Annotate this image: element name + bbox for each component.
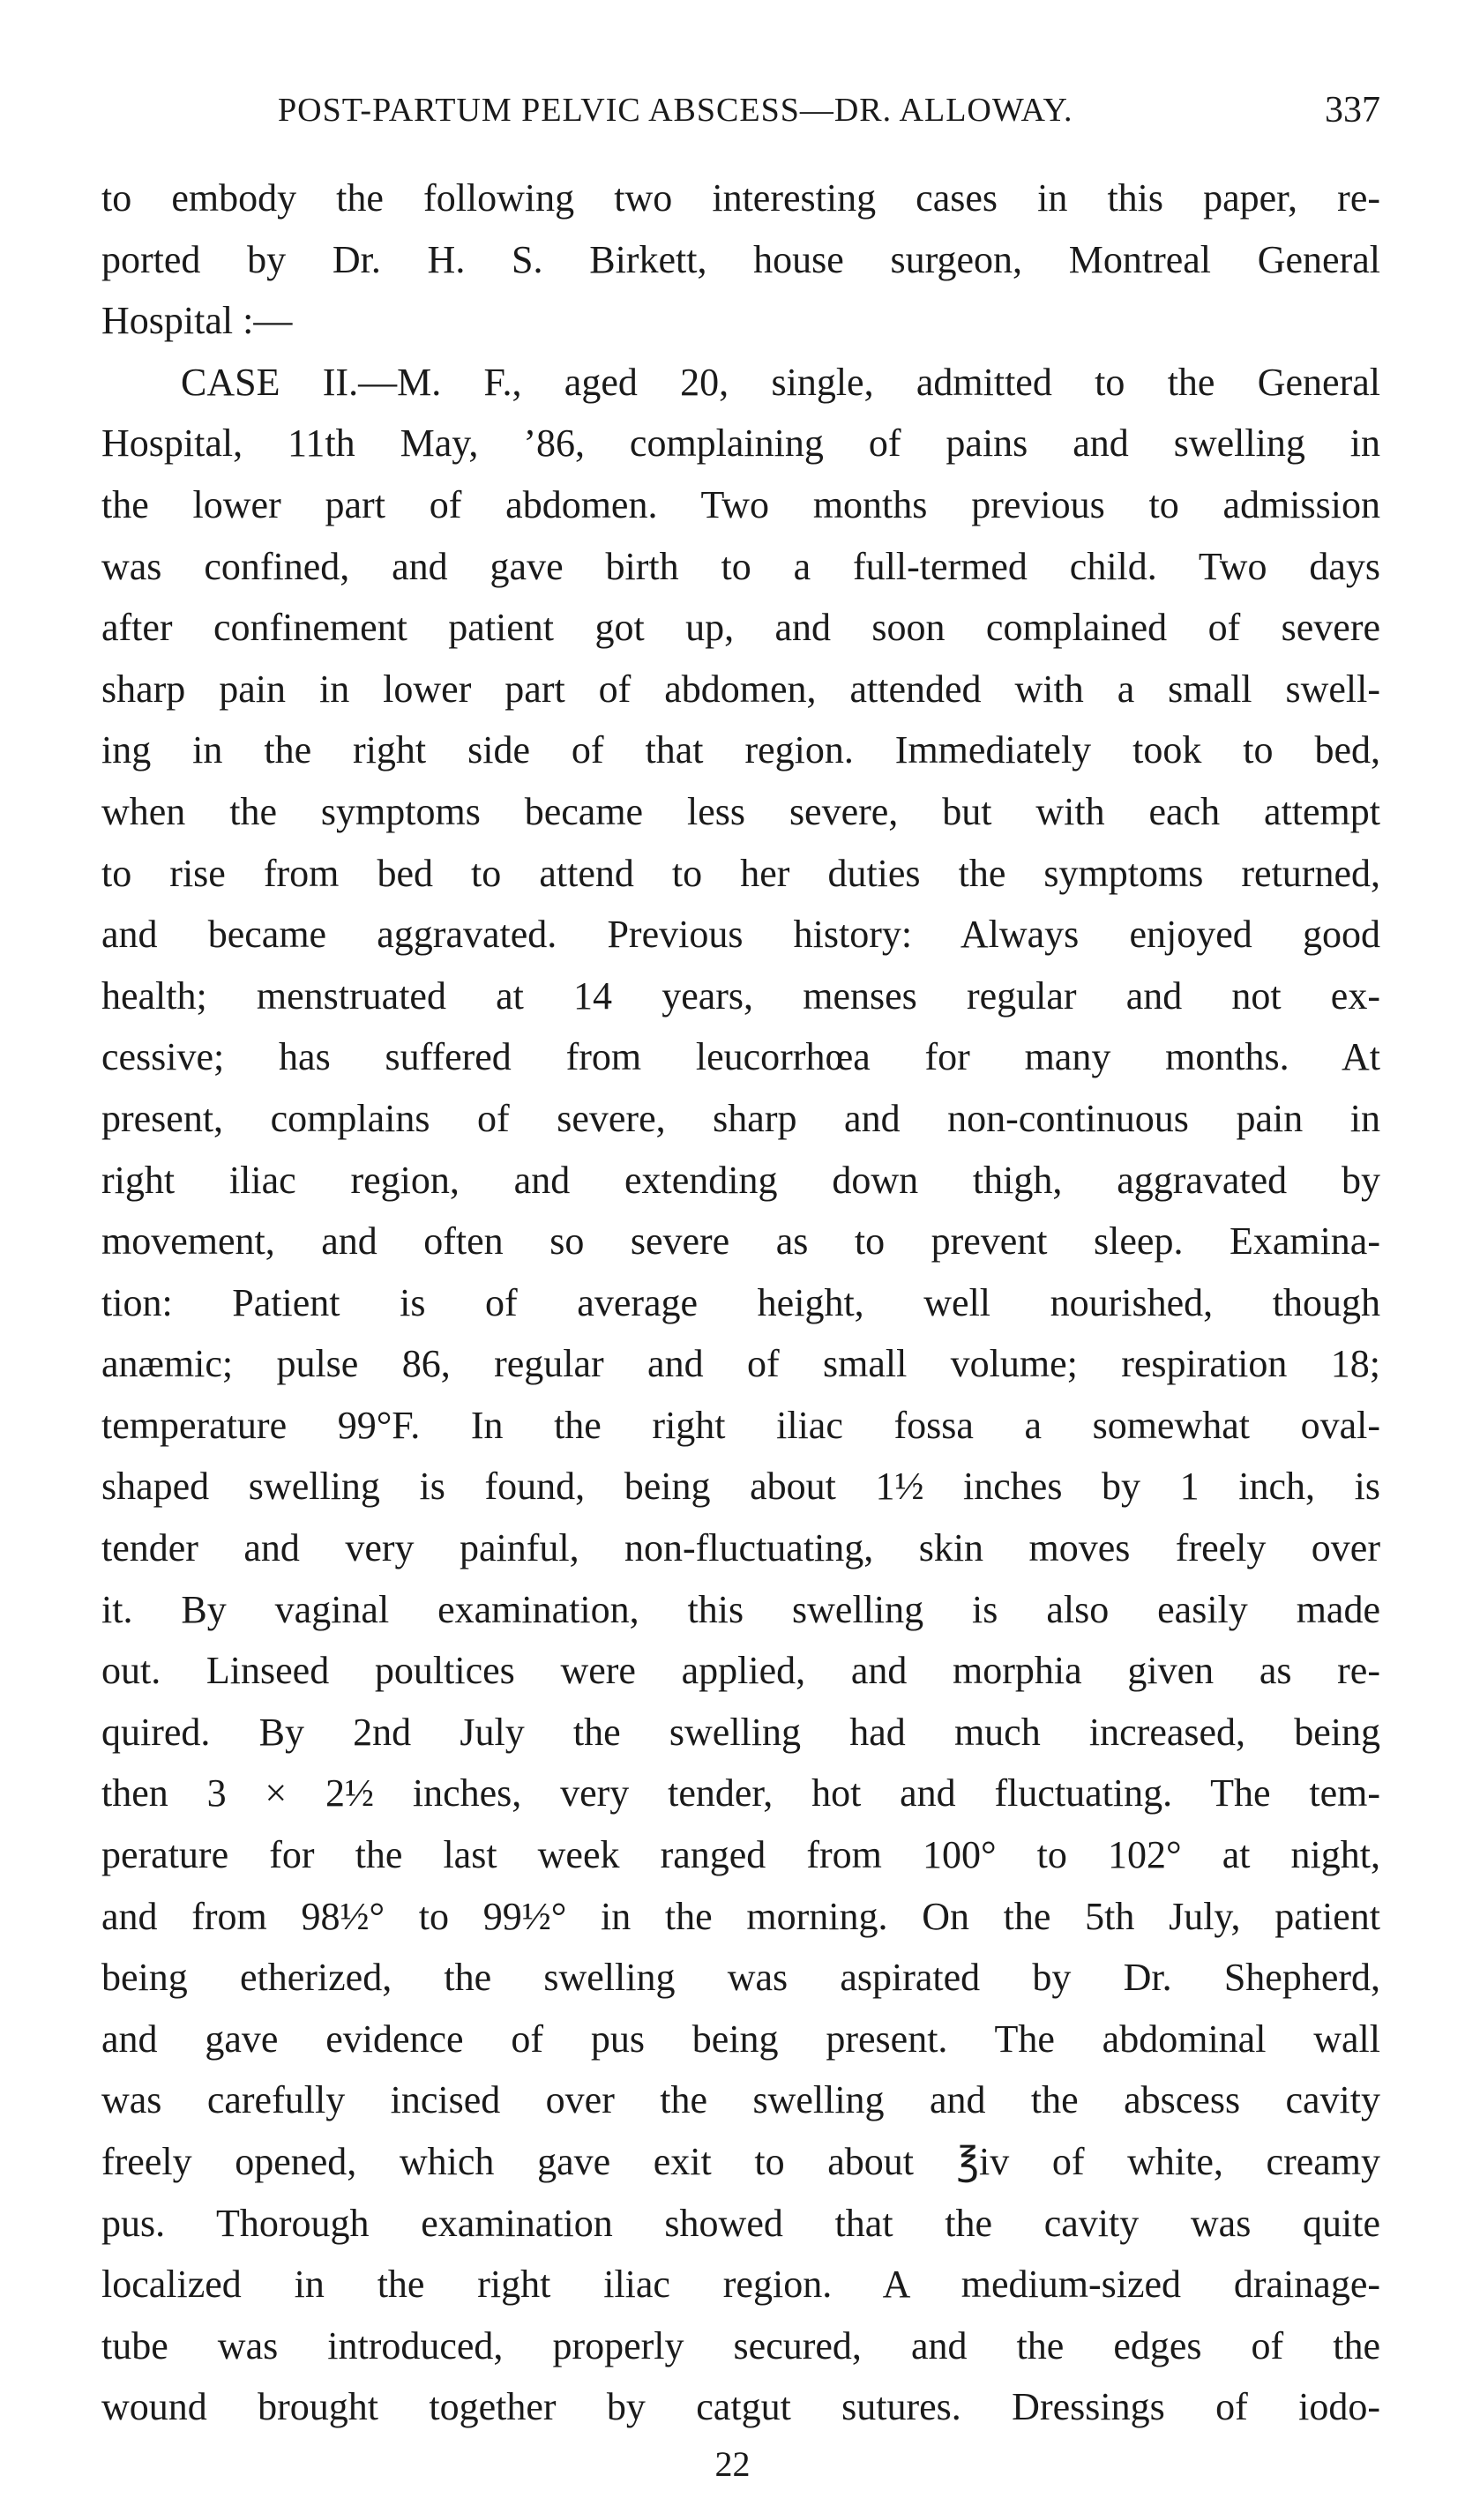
text-line: to rise from bed to attend to her duties the symptoms returned, [101,851,1380,895]
running-title: POST-PARTUM PELVIC ABSCESS—DR. ALLOWAY. [278,92,1073,129]
text-line: localized in the right iliac region. A medium-sized drainage- [101,2263,1380,2307]
text-line: shaped swelling is found, being about 1½ inches by 1 inch, is [101,1465,1380,1509]
text-line: movement, and often so severe as to prevent sleep. Examina- [101,1219,1380,1264]
text-line: Hospital :— [101,299,293,343]
text-line: cessive; has suffered from leucorrhœa for many months. At [101,1035,1380,1079]
body-text [101,168,1380,2438]
running-head [101,84,1380,137]
text-line: and gave evidence of pus being present. The abdominal wall [101,2017,1380,2061]
text-line: perature for the last week ranged from 100° to 102° at night, [101,1833,1380,1877]
text-line: then 3 × 2½ inches, very tender, hot and fluctuating. The tem- [101,1771,1380,1815]
text-line: temperature 99°F. In the right iliac fossa a somewhat oval- [101,1403,1380,1447]
text-line: present, complains of severe, sharp and non-continuous pain in [101,1096,1380,1140]
text-line: tender and very painful, non-fluctuating, skin moves freely over [101,1526,1380,1570]
text-line: ing in the right side of that region. Immediately took to bed, [101,728,1380,772]
text-line: right iliac region, and extending down thigh, aggravated by [101,1158,1380,1202]
text-line: was confined, and gave birth to a full-termed child. Two days [101,544,1380,588]
text-line: wound brought together by catgut sutures. Dressings of iodo- [101,2385,1380,2429]
signature-mark: 22 [714,2444,751,2484]
text-line: quired. By 2nd July the swelling had much increased, being [101,1710,1380,1754]
text-line: and from 98½° to 99½° in the morning. On the 5th July, patient [101,1894,1380,1938]
text-line: out. Linseed poultices were applied, and morphia given as re- [101,1649,1380,1693]
text-line: it. By vaginal examination, this swelling is also easily made [101,1587,1380,1631]
text-line: when the symptoms became less severe, but with each attempt [101,789,1380,833]
text-line: tube was introduced, properly secured, and the edges of the [101,2323,1380,2367]
text-line: being etherized, the swelling was aspirated by Dr. Shepherd, [101,1956,1380,2000]
text-line: freely opened, which gave exit to about ℥iv of white, creamy [101,2140,1380,2183]
text-line: ported by Dr. H. S. Birkett, house surgeon, Montreal General [101,237,1380,281]
page-number: 337 [1325,90,1380,130]
text-line: tion: Patient is of average height, well nourished, though [101,1280,1380,1324]
case-heading-line: CASE II.—M. F., aged 20, single, admitted to the General [181,360,1380,404]
text-line: anæmic; pulse 86, regular and of small volume; respiration 18; [101,1342,1380,1386]
text-line: pus. Thorough examination showed that the cavity was quite [101,2201,1380,2245]
text-line: health; menstruated at 14 years, menses regular and not ex- [101,973,1380,1018]
text-line: after confinement patient got up, and soon complained of severe [101,606,1380,650]
text-line: sharp pain in lower part of abdomen, attended with a small swell- [101,667,1380,711]
text-line: was carefully incised over the swelling and the abscess cavity [101,2078,1380,2122]
text-line: the lower part of abdomen. Two months previous to admission [101,482,1380,526]
text-line: Hospital, 11th May, ’86, complaining of pains and swelling in [101,421,1380,466]
text-line: and became aggravated. Previous history: Always enjoyed good [101,913,1380,957]
text-line: to embody the following two interesting cases in this paper, re- [101,176,1380,220]
